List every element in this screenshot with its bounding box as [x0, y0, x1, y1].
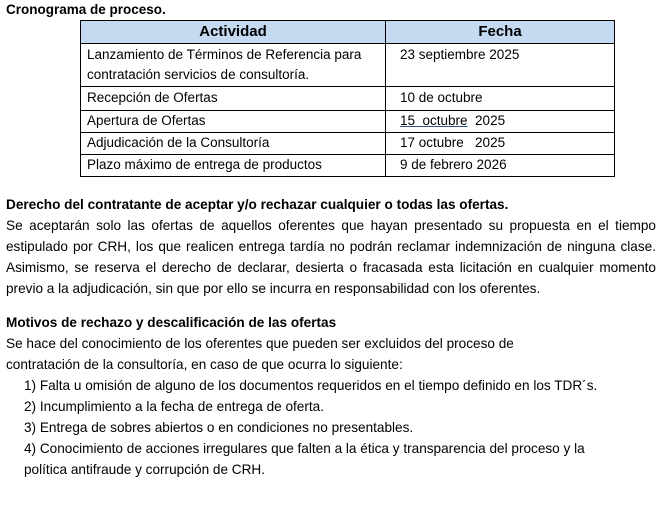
table-row	[81, 133, 615, 155]
activity-cell: Apertura de Ofertas	[81, 111, 386, 133]
list-item: 2) Incumplimiento a la fecha de entrega de oferta.	[24, 399, 324, 414]
column-header-date: Fecha	[386, 21, 615, 44]
date-cell	[386, 111, 615, 133]
rights-heading: Derecho del contratante de aceptar y/o rechazar cualquier o todas las ofertas.	[6, 197, 509, 212]
date-cell: 10 de octubre	[386, 87, 615, 111]
rejection-heading: Motivos de rechazo y descalificación de las ofertas	[6, 315, 337, 330]
activity-cell: Plazo máximo de entrega de productos	[81, 155, 386, 177]
activity-cell: Lanzamiento de Términos de Referencia para contratación servicios de consultoría.	[81, 44, 386, 87]
activity-cell: Recepción de Ofertas	[81, 87, 386, 111]
table-row	[81, 155, 615, 177]
table-row	[81, 87, 615, 111]
schedule-title: Cronograma de proceso.	[6, 2, 166, 17]
date-year: 2025	[467, 113, 506, 128]
table-row	[81, 44, 615, 87]
list-item: 3) Entrega de sobres abiertos o en condiciones no presentables.	[24, 420, 414, 435]
rights-body: Se aceptarán solo las ofertas de aquellos oferentes que hayan presentado su propuesta en el tiempo estipulado por CRH, los que realicen entrega tardía no podrán reclamar indemnización de ninguna clase. Asimismo, se reserva el derecho de declarar, desierta o fracasada esta licitación en cualquier momento previo a la adjudicación, sin que por ello se incurra en responsabilidad con los oferentes.	[6, 218, 656, 296]
column-header-activity: Actividad	[81, 21, 386, 44]
rejection-intro: Se hace del conocimiento de los oferentes que pueden ser excluidos del proceso de contratación de la consultoría, en caso de que ocurra lo siguiente:	[6, 336, 514, 372]
schedule-table	[80, 20, 615, 177]
date-cell: 23 septiembre 2025	[386, 44, 615, 87]
rejection-section	[6, 312, 656, 480]
date-underlined: 15 octubre	[400, 113, 468, 128]
rights-section	[6, 194, 656, 299]
rejection-list	[6, 375, 624, 480]
list-item: 1) Falta u omisión de alguno de los documentos requeridos en el tiempo definido en los TDR´s.	[24, 378, 598, 393]
table-header-row	[81, 21, 615, 44]
table-row	[81, 111, 615, 133]
date-cell: 9 de febrero 2026	[386, 155, 615, 177]
activity-cell: Adjudicación de la Consultoría	[81, 133, 386, 155]
list-item: 4) Conocimiento de acciones irregulares que falten a la ética y transparencia del proceso y la política antifraude y corrupción de CRH.	[24, 441, 585, 477]
date-cell: 17 octubre 2025	[386, 133, 615, 155]
